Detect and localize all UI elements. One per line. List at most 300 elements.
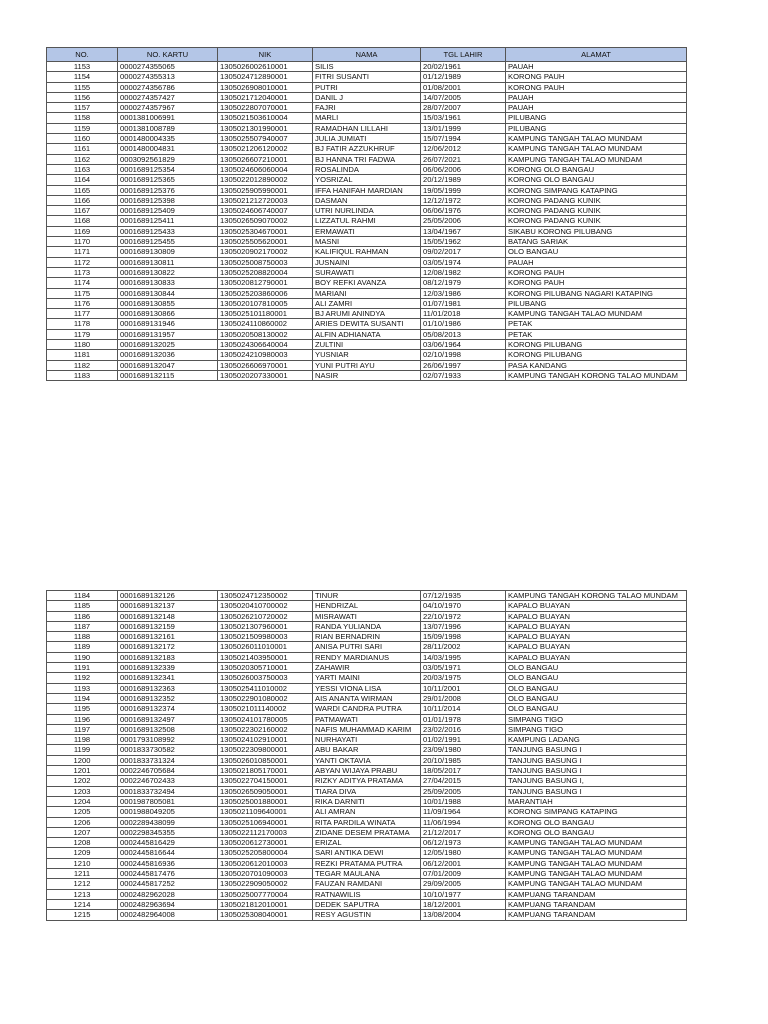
cell-nama: YESSI VIONA LISA [313, 683, 421, 693]
cell-tgl-lahir: 20/12/1989 [421, 175, 506, 185]
cell-no-kartu: 0001793108992 [118, 735, 218, 745]
cell-tgl-lahir: 10/01/1988 [421, 796, 506, 806]
cell-tgl-lahir: 09/02/2017 [421, 247, 506, 257]
cell-alamat: KAMPUNG TANGAH TALAO MUNDAM [506, 848, 687, 858]
cell-no: 1195 [47, 704, 118, 714]
cell-no: 1191 [47, 663, 118, 673]
cell-tgl-lahir: 29/09/2005 [421, 879, 506, 889]
cell-no-kartu: 0001689132508 [118, 724, 218, 734]
cell-nik: 1305021011140002 [218, 704, 313, 714]
table-row [47, 848, 687, 858]
cell-alamat: KORONG PILUBANG [506, 350, 687, 360]
cell-alamat: KAPALO BUAYAN [506, 642, 687, 652]
cell-nik: 1305025008750003 [218, 257, 313, 267]
cell-tgl-lahir: 12/06/2012 [421, 144, 506, 154]
table-row [47, 164, 687, 174]
cell-nik: 1305021509980003 [218, 632, 313, 642]
cell-nama: YOSRIZAL [313, 175, 421, 185]
cell-no: 1154 [47, 72, 118, 82]
cell-nik: 1305022909050002 [218, 879, 313, 889]
cell-alamat: KAMPUANG TARANDAM [506, 889, 687, 899]
cell-nik: 1305025308040001 [218, 910, 313, 920]
cell-tgl-lahir: 01/12/1989 [421, 72, 506, 82]
cell-nama: JUSNAINI [313, 257, 421, 267]
cell-nik: 1305026003750003 [218, 673, 313, 683]
cell-no-kartu: 0001689132352 [118, 693, 218, 703]
cell-tgl-lahir: 15/03/1961 [421, 113, 506, 123]
cell-nama: ALFIN ADHIANATA [313, 329, 421, 339]
cell-no-kartu: 0001689130809 [118, 247, 218, 257]
cell-no: 1190 [47, 652, 118, 662]
cell-nama: RENDY MARDIANUS [313, 652, 421, 662]
cell-nik: 1305025001880001 [218, 796, 313, 806]
table-row [47, 766, 687, 776]
cell-no-kartu: 0001833732494 [118, 786, 218, 796]
cell-tgl-lahir: 13/08/2004 [421, 910, 506, 920]
cell-alamat: KAMPUNG TANGAH TALAO MUNDAM [506, 154, 687, 164]
cell-nama: BJ ARUMI ANINDYA [313, 309, 421, 319]
cell-no-kartu: 0001689125376 [118, 185, 218, 195]
cell-nama: REZKI PRATAMA PUTRA [313, 858, 421, 868]
cell-nama: RIKA DARNITI [313, 796, 421, 806]
cell-tgl-lahir: 19/05/1999 [421, 185, 506, 195]
cell-no: 1208 [47, 838, 118, 848]
table-row [47, 663, 687, 673]
cell-alamat: KORONG OLO BANGAU [506, 817, 687, 827]
header-alamat: ALAMAT [506, 48, 687, 62]
cell-no: 1179 [47, 329, 118, 339]
table-body-top [47, 62, 687, 381]
table-row [47, 72, 687, 82]
cell-no: 1189 [47, 642, 118, 652]
cell-tgl-lahir: 28/07/2007 [421, 103, 506, 113]
table-row [47, 370, 687, 380]
cell-no: 1161 [47, 144, 118, 154]
cell-nama: MARLI [313, 113, 421, 123]
cell-nik: 1305024712890001 [218, 72, 313, 82]
cell-nama: ROSALINDA [313, 164, 421, 174]
cell-alamat: KAMPUANG TARANDAM [506, 910, 687, 920]
table-row [47, 175, 687, 185]
table-row [47, 714, 687, 724]
cell-no-kartu: 0001689132183 [118, 652, 218, 662]
cell-tgl-lahir: 02/07/1933 [421, 370, 506, 380]
cell-tgl-lahir: 14/03/1995 [421, 652, 506, 662]
cell-nama: UTRI NURLINDA [313, 206, 421, 216]
cell-alamat: TANJUNG BASUNG I [506, 766, 687, 776]
cell-nik: 1305026607210001 [218, 154, 313, 164]
table-row [47, 134, 687, 144]
table-row [47, 278, 687, 288]
cell-nik: 1305024101780005 [218, 714, 313, 724]
cell-nama: ZAHAWIR [313, 663, 421, 673]
cell-no-kartu: 0002445817252 [118, 879, 218, 889]
cell-alamat: OLO BANGAU [506, 693, 687, 703]
cell-no-kartu: 0002298345355 [118, 827, 218, 837]
cell-no-kartu: 0000274357427 [118, 92, 218, 102]
cell-tgl-lahir: 03/05/1971 [421, 663, 506, 673]
table-row [47, 673, 687, 683]
cell-tgl-lahir: 01/07/1981 [421, 298, 506, 308]
cell-tgl-lahir: 13/01/1999 [421, 123, 506, 133]
table-header-row [47, 48, 687, 62]
cell-alamat: KAMPUNG TANGAH TALAO MUNDAM [506, 309, 687, 319]
cell-no: 1158 [47, 113, 118, 123]
cell-nama: BOY REFKI AVANZA [313, 278, 421, 288]
cell-no-kartu: 0003092561829 [118, 154, 218, 164]
cell-tgl-lahir: 02/10/1998 [421, 350, 506, 360]
table-row [47, 879, 687, 889]
cell-nik: 1305021212720003 [218, 195, 313, 205]
cell-no-kartu: 0001689132341 [118, 673, 218, 683]
cell-no: 1156 [47, 92, 118, 102]
cell-nama: RESY AGUSTIN [313, 910, 421, 920]
cell-nama: ERMAWATI [313, 226, 421, 236]
cell-no: 1204 [47, 796, 118, 806]
cell-nama: RIZKY ADITYA PRATAMA [313, 776, 421, 786]
cell-nama: RAMADHAN LILLAHI [313, 123, 421, 133]
cell-no-kartu: 0001689132148 [118, 611, 218, 621]
cell-tgl-lahir: 22/10/1972 [421, 611, 506, 621]
cell-nama: FAUZAN RAMDANI [313, 879, 421, 889]
cell-nama: NAFIS MUHAMMAD KARIM [313, 724, 421, 734]
cell-nama: KALIFIQUL RAHMAN [313, 247, 421, 257]
cell-no-kartu: 0001689125398 [118, 195, 218, 205]
cell-tgl-lahir: 15/07/1994 [421, 134, 506, 144]
cell-no: 1173 [47, 267, 118, 277]
cell-nik: 1305025905990001 [218, 185, 313, 195]
cell-alamat: SIKABU KORONG PILUBANG [506, 226, 687, 236]
cell-tgl-lahir: 01/01/1978 [421, 714, 506, 724]
cell-tgl-lahir: 18/12/2001 [421, 899, 506, 909]
cell-alamat: BATANG SARIAK [506, 237, 687, 247]
cell-nama: ZIDANE DESEM PRATAMA [313, 827, 421, 837]
cell-nama: DEDEK SAPUTRA [313, 899, 421, 909]
table-row [47, 735, 687, 745]
cell-alamat: KAPALO BUAYAN [506, 632, 687, 642]
cell-alamat: OLO BANGAU [506, 247, 687, 257]
table-row [47, 247, 687, 257]
cell-tgl-lahir: 27/04/2015 [421, 776, 506, 786]
table-row [47, 869, 687, 879]
cell-nik: 1305022112170003 [218, 827, 313, 837]
cell-nik: 1305022704150001 [218, 776, 313, 786]
cell-alamat: PETAK [506, 319, 687, 329]
cell-no: 1196 [47, 714, 118, 724]
cell-no-kartu: 0002445817476 [118, 869, 218, 879]
cell-nama: DANIL J [313, 92, 421, 102]
cell-no: 1174 [47, 278, 118, 288]
cell-tgl-lahir: 23/09/1980 [421, 745, 506, 755]
cell-nama: JULIA JUMIATI [313, 134, 421, 144]
cell-no: 1201 [47, 766, 118, 776]
cell-nik: 1305022901080002 [218, 693, 313, 703]
table-row [47, 601, 687, 611]
cell-no-kartu: 0001833731324 [118, 755, 218, 765]
cell-no-kartu: 0000274357967 [118, 103, 218, 113]
cell-tgl-lahir: 03/05/1974 [421, 257, 506, 267]
cell-tgl-lahir: 01/08/2001 [421, 82, 506, 92]
cell-tgl-lahir: 08/12/1979 [421, 278, 506, 288]
table-row [47, 309, 687, 319]
cell-alamat: KAPALO BUAYAN [506, 611, 687, 621]
cell-nik: 1305024306640004 [218, 340, 313, 350]
cell-tgl-lahir: 13/04/1967 [421, 226, 506, 236]
cell-nik: 1305025007770004 [218, 889, 313, 899]
cell-no: 1186 [47, 611, 118, 621]
cell-alamat: TANJUNG BASUNG I [506, 745, 687, 755]
cell-alamat: KAPALO BUAYAN [506, 621, 687, 631]
cell-nama: FITRI SUSANTI [313, 72, 421, 82]
cell-no: 1159 [47, 123, 118, 133]
cell-nama: YANTI OKTAVIA [313, 755, 421, 765]
cell-alamat: SIMPANG TIGO [506, 714, 687, 724]
cell-no-kartu: 0001988049205 [118, 807, 218, 817]
header-nama: NAMA [313, 48, 421, 62]
table-row [47, 611, 687, 621]
table-row [47, 226, 687, 236]
cell-nama: HENDRIZAL [313, 601, 421, 611]
cell-nik: 1305021307960001 [218, 621, 313, 631]
table-row [47, 652, 687, 662]
cell-tgl-lahir: 21/12/2017 [421, 827, 506, 837]
cell-nik: 1305024712350002 [218, 591, 313, 601]
cell-alamat: OLO BANGAU [506, 673, 687, 683]
cell-no-kartu: 0000274356786 [118, 82, 218, 92]
cell-no-kartu: 0002289438099 [118, 817, 218, 827]
cell-no: 1172 [47, 257, 118, 267]
cell-nik: 1305026509050001 [218, 786, 313, 796]
cell-nik: 1305021805170001 [218, 766, 313, 776]
cell-no-kartu: 0001987805081 [118, 796, 218, 806]
cell-nama: MASNI [313, 237, 421, 247]
cell-tgl-lahir: 25/05/2006 [421, 216, 506, 226]
cell-tgl-lahir: 14/07/2005 [421, 92, 506, 102]
cell-nama: YUNI PUTRI AYU [313, 360, 421, 370]
cell-nama: LIZZATUL RAHMI [313, 216, 421, 226]
table-row [47, 298, 687, 308]
cell-nik: 1305020207330001 [218, 370, 313, 380]
cell-tgl-lahir: 29/01/2008 [421, 693, 506, 703]
cell-nik: 1305026002610001 [218, 62, 313, 72]
cell-no: 1199 [47, 745, 118, 755]
cell-no: 1178 [47, 319, 118, 329]
cell-no: 1198 [47, 735, 118, 745]
cell-nik: 1305022302160002 [218, 724, 313, 734]
cell-alamat: PAUAH [506, 103, 687, 113]
table-row [47, 62, 687, 72]
cell-alamat: KAMPUNG TANGAH TALAO MUNDAM [506, 858, 687, 868]
cell-nik: 1305021503610004 [218, 113, 313, 123]
cell-no-kartu: 0001833730582 [118, 745, 218, 755]
cell-no-kartu: 0001689132339 [118, 663, 218, 673]
cell-no: 1157 [47, 103, 118, 113]
cell-nik: 1305025101180001 [218, 309, 313, 319]
cell-tgl-lahir: 07/12/1935 [421, 591, 506, 601]
cell-no: 1197 [47, 724, 118, 734]
cell-no-kartu: 0001689130866 [118, 309, 218, 319]
cell-no: 1160 [47, 134, 118, 144]
cell-no: 1175 [47, 288, 118, 298]
cell-no-kartu: 0000274355065 [118, 62, 218, 72]
header-no-kartu: NO. KARTU [118, 48, 218, 62]
cell-no: 1184 [47, 591, 118, 601]
cell-tgl-lahir: 12/08/1982 [421, 267, 506, 277]
cell-tgl-lahir: 18/05/2017 [421, 766, 506, 776]
table-row [47, 858, 687, 868]
cell-nama: MISRAWATI [313, 611, 421, 621]
cell-alamat: KAPALO BUAYAN [506, 601, 687, 611]
cell-no-kartu: 0002482962028 [118, 889, 218, 899]
cell-nama: ABYAN WIJAYA PRABU [313, 766, 421, 776]
table-row [47, 899, 687, 909]
cell-no-kartu: 0002445816644 [118, 848, 218, 858]
cell-tgl-lahir: 01/02/1991 [421, 735, 506, 745]
table-row [47, 796, 687, 806]
cell-tgl-lahir: 10/10/1977 [421, 889, 506, 899]
cell-nama: ERIZAL [313, 838, 421, 848]
cell-alamat: TANJUNG BASUNG I [506, 786, 687, 796]
table-row [47, 329, 687, 339]
cell-nik: 1305020612010003 [218, 858, 313, 868]
cell-nama: ANISA PUTRI SARI [313, 642, 421, 652]
cell-nik: 1305022012890002 [218, 175, 313, 185]
cell-nik: 1305025304670001 [218, 226, 313, 236]
cell-alamat: PAUAH [506, 92, 687, 102]
cell-nik: 1305021206120002 [218, 144, 313, 154]
table-row [47, 360, 687, 370]
header-no: NO. [47, 48, 118, 62]
cell-no-kartu: 0001689125411 [118, 216, 218, 226]
cell-nik: 1305026010850001 [218, 755, 313, 765]
table-row [47, 206, 687, 216]
table-row [47, 724, 687, 734]
cell-no-kartu: 0001689131946 [118, 319, 218, 329]
cell-no-kartu: 0001689132025 [118, 340, 218, 350]
cell-nik: 1305021712040001 [218, 92, 313, 102]
cell-no: 1187 [47, 621, 118, 631]
cell-no-kartu: 0001689130833 [118, 278, 218, 288]
cell-nama: YARTI MAINI [313, 673, 421, 683]
cell-nama: FAJRI [313, 103, 421, 113]
cell-no: 1206 [47, 817, 118, 827]
cell-nik: 1305026210720002 [218, 611, 313, 621]
cell-tgl-lahir: 28/11/2002 [421, 642, 506, 652]
cell-no: 1153 [47, 62, 118, 72]
cell-no-kartu: 0001689130822 [118, 267, 218, 277]
cell-no-kartu: 0000274355313 [118, 72, 218, 82]
cell-alamat: SIMPANG TIGO [506, 724, 687, 734]
cell-alamat: KORONG PILUBANG [506, 340, 687, 350]
cell-nama: NURHAYATI [313, 735, 421, 745]
cell-nik: 1305021109640001 [218, 807, 313, 817]
cell-no-kartu: 0001689125433 [118, 226, 218, 236]
table-row [47, 350, 687, 360]
cell-nik: 1305020701090003 [218, 869, 313, 879]
table-row [47, 591, 687, 601]
cell-no: 1188 [47, 632, 118, 642]
table-row [47, 889, 687, 899]
cell-no: 1162 [47, 154, 118, 164]
table-row [47, 267, 687, 277]
cell-alamat: PETAK [506, 329, 687, 339]
cell-alamat: OLO BANGAU [506, 663, 687, 673]
cell-no-kartu: 0001381008789 [118, 123, 218, 133]
cell-no: 1163 [47, 164, 118, 174]
cell-nama: RIAN BERNADRIN [313, 632, 421, 642]
cell-tgl-lahir: 07/01/2009 [421, 869, 506, 879]
cell-nama: ALI ZAMRI [313, 298, 421, 308]
cell-alamat: KAMPUANG TARANDAM [506, 899, 687, 909]
cell-nik: 1305026606970001 [218, 360, 313, 370]
cell-alamat: KORONG PAUH [506, 267, 687, 277]
table-row [47, 693, 687, 703]
cell-tgl-lahir: 15/09/1998 [421, 632, 506, 642]
table-row [47, 92, 687, 102]
cell-alamat: KORONG SIMPANG KATAPING [506, 185, 687, 195]
cell-nik: 1305022309800001 [218, 745, 313, 755]
cell-alamat: TANJUNG BASUNG I, [506, 776, 687, 786]
cell-no-kartu: 0001689132047 [118, 360, 218, 370]
table-body-bottom [47, 591, 687, 921]
cell-tgl-lahir: 10/11/2001 [421, 683, 506, 693]
cell-tgl-lahir: 11/01/2018 [421, 309, 506, 319]
cell-no: 1170 [47, 237, 118, 247]
cell-nama: PUTRI [313, 82, 421, 92]
table-row [47, 817, 687, 827]
cell-tgl-lahir: 06/06/2006 [421, 164, 506, 174]
cell-nama: NASIR [313, 370, 421, 380]
cell-tgl-lahir: 23/02/2016 [421, 724, 506, 734]
table-row [47, 838, 687, 848]
cell-no-kartu: 0001689125409 [118, 206, 218, 216]
cell-no-kartu: 0001689125455 [118, 237, 218, 247]
table-row [47, 257, 687, 267]
cell-nama: ALI AMRAN [313, 807, 421, 817]
cell-alamat: PAUAH [506, 257, 687, 267]
cell-tgl-lahir: 20/03/1975 [421, 673, 506, 683]
cell-no: 1169 [47, 226, 118, 236]
cell-alamat: TANJUNG BASUNG I [506, 755, 687, 765]
cell-no-kartu: 0001689131957 [118, 329, 218, 339]
cell-tgl-lahir: 12/12/1972 [421, 195, 506, 205]
cell-no: 1166 [47, 195, 118, 205]
cell-alamat: OLO BANGAU [506, 704, 687, 714]
cell-tgl-lahir: 05/08/2013 [421, 329, 506, 339]
cell-nik: 1305025505620001 [218, 237, 313, 247]
cell-alamat: KAMPUNG LADANG [506, 735, 687, 745]
cell-nama: BJ FATIR AZZUKHRUF [313, 144, 421, 154]
cell-nama: DASMAN [313, 195, 421, 205]
cell-no-kartu: 0001480004335 [118, 134, 218, 144]
cell-alamat: KAMPUNG TANGAH TALAO MUNDAM [506, 869, 687, 879]
table-row [47, 786, 687, 796]
cell-alamat: KORONG PADANG KUNIK [506, 216, 687, 226]
cell-nama: TINUR [313, 591, 421, 601]
cell-nik: 1305025203860006 [218, 288, 313, 298]
cell-no: 1202 [47, 776, 118, 786]
table-row [47, 288, 687, 298]
table-row [47, 642, 687, 652]
cell-no: 1177 [47, 309, 118, 319]
cell-no: 1181 [47, 350, 118, 360]
cell-alamat: KORONG PAUH [506, 82, 687, 92]
cell-nama: WARDI CANDRA PUTRA [313, 704, 421, 714]
cell-nik: 1305020508130002 [218, 329, 313, 339]
cell-alamat: KAMPUNG TANGAH TALAO MUNDAM [506, 838, 687, 848]
cell-nik: 1305025106940001 [218, 817, 313, 827]
cell-no-kartu: 0001689132137 [118, 601, 218, 611]
